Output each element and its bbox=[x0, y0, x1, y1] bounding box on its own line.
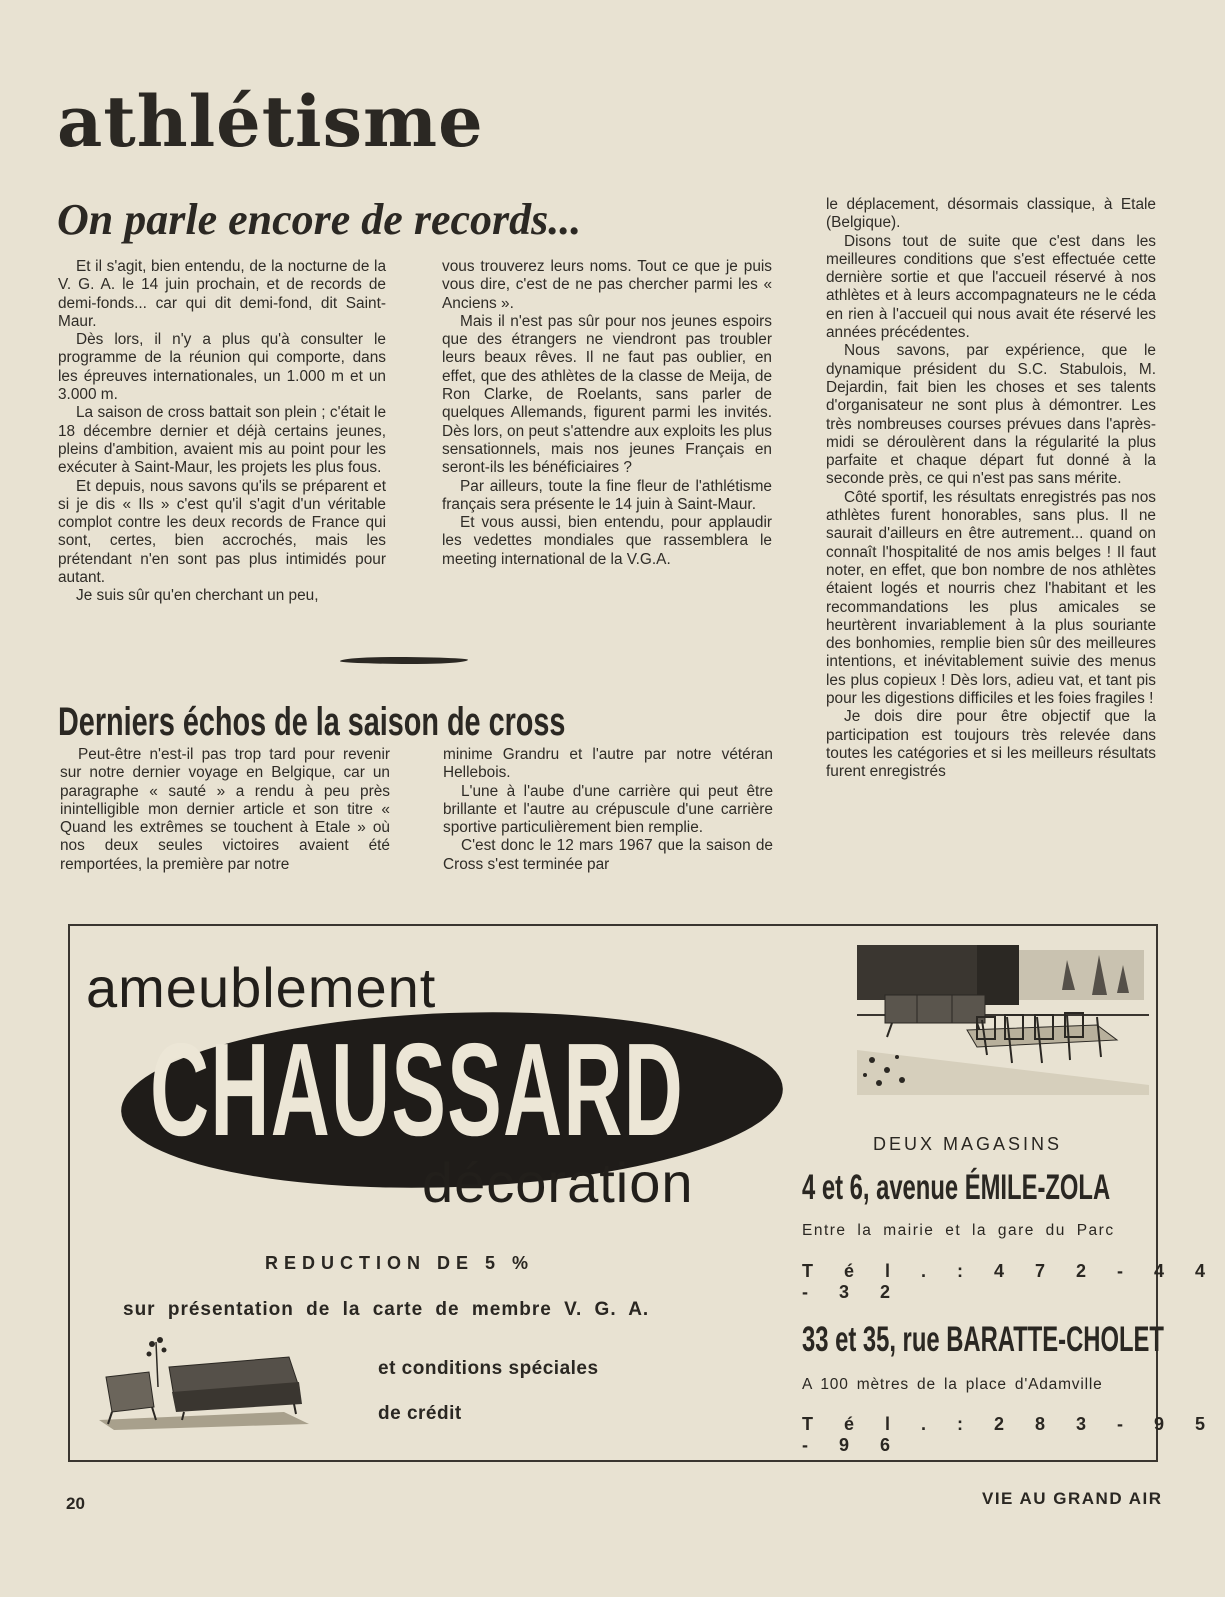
paragraph: Dès lors, il n'y a plus qu'à consulter le programme de la réunion qui comporte, dans les épreuves internationales, un 1.000 m et un 3.000 m. bbox=[58, 331, 386, 404]
article1-column-2 bbox=[442, 258, 772, 569]
ad-two-stores: DEUX MAGASINS bbox=[873, 1134, 1063, 1154]
ad-credit: de crédit bbox=[378, 1403, 462, 1424]
article2-headline: Derniers échos de la saison de cross bbox=[58, 700, 566, 744]
ad-bottom-word: décoration bbox=[422, 1151, 694, 1214]
paragraph: minime Grandru et l'autre par notre vétéran Hellebois. bbox=[443, 746, 773, 782]
ad-top-word: ameublement bbox=[86, 956, 437, 1019]
article1-headline: On parle encore de records... bbox=[57, 195, 582, 244]
section-title: athlétisme bbox=[57, 80, 484, 163]
page-number: 20 bbox=[66, 1494, 85, 1513]
ornamental-divider bbox=[340, 657, 468, 664]
paragraph: Peut-être n'est-il pas trop tard pour revenir sur notre dernier voyage en Belgique, car un paragraphe « sauté » a rendu à peu près inintelligible mon dernier article et son titre « Quand les extrêmes se touchent à Etale » où nos deux seules victoires avaient été remportées, la première par notre bbox=[60, 746, 390, 873]
paragraph: L'une à l'aube d'une carrière qui peut être brillante et l'autre au crépuscule d'une carrière sportive particulièrement bien remplie. bbox=[443, 782, 773, 837]
paragraph: Et depuis, nous savons qu'ils se préparent et si je dis « Ils » c'est qu'il s'agit d'un véritable complot contre les deux records de France qui sont, certes, bien accrochés, mais les prétendant n'en sont pas plus intimidés pour autant. bbox=[58, 477, 386, 587]
paragraph: Et il s'agit, bien entendu, de la nocturne de la V. G. A. le 14 juin prochain, et de records de demi-fonds... car qui dit demi-fond, dit Saint-Maur. bbox=[58, 258, 386, 330]
paragraph: Je dois dire pour être objectif que la participation est toujours très relevée dans toutes les catégories et si les meilleurs résultats furent enregistrés bbox=[826, 708, 1156, 781]
paragraph: Côté sportif, les résultats enregistrés pas nos athlètes furent honorables, sans plus. Il ne saurait d'ailleurs en être autrement... quand on connaît l'hospitalité de nos amis belges ! Il faut noter, en effet, que bon nombre de nos athlètes étaient logés et nourris chez l'habitant et les recommandations les plus amicales se heurtèrent invariablement à la plus souriante des bonhomies, remplie bien sûr des meilleures intentions, et inévitablement suivie des menus les plus copieux ! Dès lors, adieu vat, et tant pis pour les digestions difficiles et les foies fragiles ! bbox=[826, 488, 1156, 708]
ad-presentation: sur présentation de la carte de membre V. G. A. bbox=[123, 1299, 650, 1320]
ad-address-1-note: Entre la mairie et la gare du Parc bbox=[802, 1222, 1115, 1239]
ad-address-2-note: A 100 mètres de la place d'Adamville bbox=[802, 1376, 1103, 1393]
paragraph: Par ailleurs, toute la fine fleur de l'athlétisme français sera présente le 14 juin à Saint-Maur. bbox=[442, 477, 772, 513]
article2-column-3 bbox=[826, 196, 1156, 782]
ad-reduction: REDUCTION DE 5 % bbox=[265, 1253, 535, 1273]
article1-column-1 bbox=[58, 258, 386, 606]
paragraph: Et vous aussi, bien entendu, pour applaudir les vedettes mondiales que rassemblera le meeting international de la V.G.A. bbox=[442, 514, 772, 568]
dining-room-illustration-icon bbox=[857, 945, 1149, 1095]
ad-brand: CHAUSSARD bbox=[150, 1016, 685, 1163]
article2-column-2 bbox=[443, 746, 773, 874]
magazine-title: VIE AU GRAND AIR bbox=[982, 1489, 1163, 1508]
ad-conditions: et conditions spéciales bbox=[378, 1358, 599, 1379]
ad-phone-2: T é l . : 2 8 3 - 9 5 - 9 6 bbox=[802, 1414, 1214, 1455]
sofa-illustration-icon bbox=[94, 1332, 312, 1432]
paragraph: La saison de cross battait son plein ; c'était le 18 décembre dernier et déjà certains jeunes, pleins d'ambition, avaient mis au point pour les exécuter à Saint-Maur, les projets les plus fous. bbox=[58, 404, 386, 477]
ad-phone-1: T é l . : 4 7 2 - 4 4 - 3 2 bbox=[802, 1261, 1214, 1302]
article2-column-1 bbox=[60, 746, 390, 874]
ad-address-2: 33 et 35, rue BARATTE-CHOLET bbox=[802, 1320, 1164, 1359]
paragraph: Je suis sûr qu'en cherchant un peu, bbox=[76, 587, 319, 605]
paragraph: le déplacement, désormais classique, à Etale (Belgique). bbox=[826, 196, 1156, 232]
paragraph: C'est donc le 12 mars 1967 que la saison de Cross s'est terminée par bbox=[443, 837, 773, 873]
ad-address-1: 4 et 6, avenue ÉMILE-ZOLA bbox=[802, 1168, 1111, 1207]
paragraph: Nous savons, par expérience, que le dynamique président du S.C. Stabulois, M. Dejardin, fait bien les choses et ses talents d'organisateur ne sont plus à démontrer. Les très nombreuses courses prévues dans l'après-midi se déroulèrent dans la régularité la plus parfaite et chaque départ fut donné à la seconde près, ce qui n'est pas sans mérite. bbox=[826, 342, 1156, 488]
paragraph: Mais il n'est pas sûr pour nos jeunes espoirs que des étrangers ne viendront pas troubler leurs beaux rêves. Il ne faut pas oublier, en effet, que des athlètes de la classe de Meija, de Ron Clarke, de Roelants, sans parler de quelques Allemands, figurent parmi les invités. Dès lors, on peut s'attendre aux exploits les plus sensationnels, mais nos jeunes Français en seront-ils les bénéficiaires ? bbox=[442, 312, 772, 477]
paragraph: Disons tout de suite que c'est dans les meilleures conditions que s'est effectuée cette dernière sortie et que l'accueil réservé à nos athlètes et à leurs accompagnateurs ne le céda en rien à l'accueil qui nous avait éte réservé les années précédentes. bbox=[826, 232, 1156, 342]
paragraph: vous trouverez leurs noms. Tout ce que je puis vous dire, c'est de ne pas chercher parmi les « Anciens ». bbox=[442, 258, 772, 312]
